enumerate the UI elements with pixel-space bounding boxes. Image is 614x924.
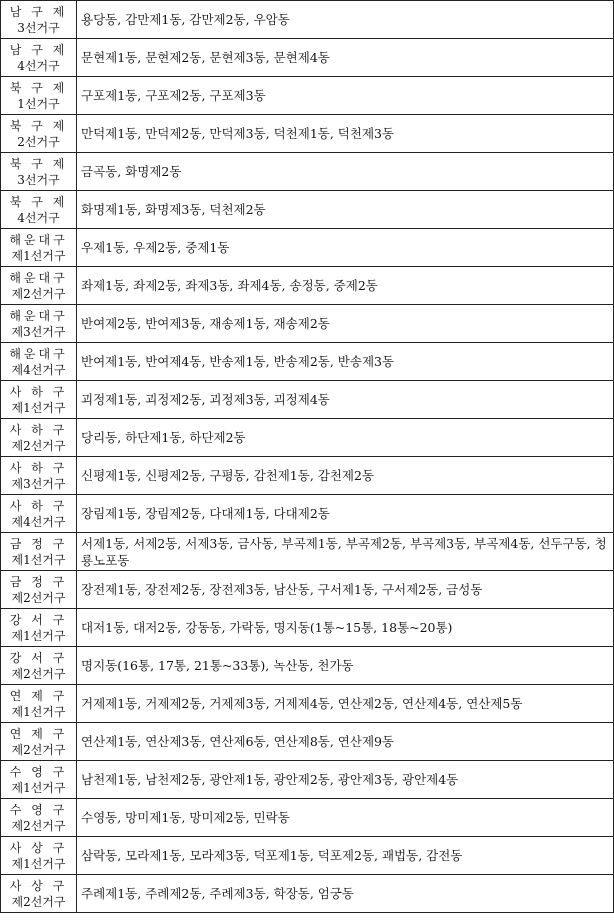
table-row	[1, 305, 614, 343]
table-row	[1, 267, 614, 305]
table-row	[1, 723, 614, 761]
constituency-label: 3선거구	[17, 172, 60, 187]
district-name: 수 영 구	[9, 764, 68, 779]
constituency-label: 제4선거구	[11, 514, 66, 529]
dong-list-cell: 주례제1동, 주례제2동, 주례제3동, 학장동, 엄궁동	[77, 875, 614, 913]
district-cell	[1, 381, 77, 419]
dong-list-cell: 당리동, 하단제1동, 하단제2동	[77, 419, 614, 457]
constituency-label: 제2선거구	[11, 818, 66, 833]
district-name: 해운대구	[9, 346, 68, 361]
district-cell	[1, 77, 77, 115]
dong-list-cell: 반여제1동, 반여제4동, 반송제1동, 반송제2동, 반송제3동	[77, 343, 614, 381]
constituency-label: 제1선거구	[11, 780, 66, 795]
district-name: 금 정 구	[9, 536, 68, 551]
district-cell	[1, 115, 77, 153]
district-name: 강 서 구	[9, 612, 68, 627]
district-cell	[1, 267, 77, 305]
table-row	[1, 77, 614, 115]
district-name: 해운대구	[9, 232, 68, 247]
constituency-label: 제3선거구	[11, 476, 66, 491]
constituency-label: 제3선거구	[11, 324, 66, 339]
dong-list-cell: 반여제2동, 반여제3동, 재송제1동, 재송제2동	[77, 305, 614, 343]
dong-list-cell: 수영동, 망미제1동, 망미제2동, 민락동	[77, 799, 614, 837]
table-body	[1, 1, 614, 913]
constituency-label: 제1선거구	[11, 400, 66, 415]
district-cell	[1, 571, 77, 609]
dong-list-cell: 문현제1동, 문현제2동, 문현제3동, 문현제4동	[77, 39, 614, 77]
table-row	[1, 685, 614, 723]
constituency-label: 제2선거구	[11, 286, 66, 301]
district-name: 북 구 제	[9, 118, 68, 133]
district-cell	[1, 343, 77, 381]
district-cell	[1, 1, 77, 39]
constituency-label: 제1선거구	[11, 704, 66, 719]
district-cell	[1, 533, 77, 571]
constituency-label: 4선거구	[17, 58, 60, 73]
constituency-label: 1선거구	[17, 96, 60, 111]
table-row	[1, 229, 614, 267]
table-row	[1, 495, 614, 533]
dong-list-cell: 좌제1동, 좌제2동, 좌제3동, 좌제4동, 송정동, 중제2동	[77, 267, 614, 305]
table-row	[1, 343, 614, 381]
district-name: 해운대구	[9, 270, 68, 285]
constituency-label: 제2선거구	[11, 590, 66, 605]
constituency-label: 제1선거구	[11, 628, 66, 643]
district-name: 연 제 구	[9, 726, 68, 741]
table-row	[1, 533, 614, 571]
district-cell	[1, 495, 77, 533]
dong-list-cell: 삼락동, 모라제1동, 모라제3동, 덕포제1동, 덕포제2동, 괘법동, 감전동	[77, 837, 614, 875]
constituency-label: 제2선거구	[11, 742, 66, 757]
constituency-label: 제1선거구	[11, 856, 66, 871]
district-name: 해운대구	[9, 308, 68, 323]
dong-list-cell: 장전제1동, 장전제2동, 장전제3동, 남산동, 구서제1동, 구서제2동, 금성동	[77, 571, 614, 609]
table-row	[1, 609, 614, 647]
district-cell	[1, 647, 77, 685]
district-name: 강 서 구	[9, 650, 68, 665]
table-row	[1, 647, 614, 685]
table-row	[1, 875, 614, 913]
table-row	[1, 153, 614, 191]
constituency-label: 2선거구	[17, 134, 60, 149]
district-name: 수 영 구	[9, 802, 68, 817]
table-row	[1, 191, 614, 229]
district-cell	[1, 761, 77, 799]
district-name: 사 상 구	[9, 840, 68, 855]
district-cell	[1, 609, 77, 647]
table-row	[1, 381, 614, 419]
dong-list-cell: 우제1동, 우제2동, 중제1동	[77, 229, 614, 267]
district-name: 사 상 구	[9, 878, 68, 893]
table-row	[1, 1, 614, 39]
district-name: 북 구 제	[9, 156, 68, 171]
dong-list-cell: 명지동(16통, 17통, 21통~33통), 녹산동, 천가동	[77, 647, 614, 685]
table-row	[1, 419, 614, 457]
constituency-label: 제4선거구	[11, 362, 66, 377]
dong-list-cell: 화명제1동, 화명제3동, 덕천제2동	[77, 191, 614, 229]
district-name: 사 하 구	[9, 498, 68, 513]
table-row	[1, 457, 614, 495]
dong-list-cell: 대저1동, 대저2동, 강동동, 가락동, 명지동(1통~15통, 18통~20통)	[77, 609, 614, 647]
district-name: 사 하 구	[9, 460, 68, 475]
dong-list-cell: 장림제1동, 장림제2동, 다대제1동, 다대제2동	[77, 495, 614, 533]
dong-list-cell: 금곡동, 화명제2동	[77, 153, 614, 191]
district-name: 사 하 구	[9, 384, 68, 399]
district-cell	[1, 419, 77, 457]
table-row	[1, 837, 614, 875]
table-row	[1, 799, 614, 837]
constituency-label: 제1선거구	[11, 248, 66, 263]
dong-list-cell: 괴정제1동, 괴정제2동, 괴정제3동, 괴정제4동	[77, 381, 614, 419]
dong-list-cell: 남천제1동, 남천제2동, 광안제1동, 광안제2동, 광안제3동, 광안제4동	[77, 761, 614, 799]
district-cell	[1, 875, 77, 913]
district-name: 남 구 제	[9, 4, 68, 19]
dong-list-cell: 만덕제1동, 만덕제2동, 만덕제3동, 덕천제1동, 덕천제3동	[77, 115, 614, 153]
district-cell	[1, 229, 77, 267]
district-cell	[1, 723, 77, 761]
dong-list-cell: 용당동, 감만제1동, 감만제2동, 우암동	[77, 1, 614, 39]
constituency-label: 제2선거구	[11, 666, 66, 681]
dong-list-cell: 구포제1동, 구포제2동, 구포제3동	[77, 77, 614, 115]
constituency-label: 3선거구	[17, 20, 60, 35]
district-cell	[1, 153, 77, 191]
district-name: 북 구 제	[9, 194, 68, 209]
constituency-label: 제1선거구	[11, 552, 66, 567]
district-name: 연 제 구	[9, 688, 68, 703]
district-cell	[1, 837, 77, 875]
table-row	[1, 761, 614, 799]
district-name: 남 구 제	[9, 42, 68, 57]
dong-list-cell: 거제제1동, 거제제2동, 거제제3동, 거제제4동, 연산제2동, 연산제4동, 연산제5동	[77, 685, 614, 723]
district-cell	[1, 39, 77, 77]
district-cell	[1, 191, 77, 229]
district-cell	[1, 457, 77, 495]
dong-list-cell: 연산제1동, 연산제3동, 연산제6동, 연산제8동, 연산제9동	[77, 723, 614, 761]
table-row	[1, 571, 614, 609]
constituency-label: 제2선거구	[11, 438, 66, 453]
table-row	[1, 115, 614, 153]
district-cell	[1, 685, 77, 723]
dong-list-cell: 신평제1동, 신평제2동, 구평동, 감천제1동, 감천제2동	[77, 457, 614, 495]
district-name: 북 구 제	[9, 80, 68, 95]
district-cell	[1, 799, 77, 837]
district-name: 사 하 구	[9, 422, 68, 437]
constituency-label: 제2선거구	[11, 894, 66, 909]
district-name: 금 정 구	[9, 574, 68, 589]
table-row	[1, 39, 614, 77]
constituency-label: 4선거구	[17, 210, 60, 225]
district-cell	[1, 305, 77, 343]
dong-list-cell: 서제1동, 서제2동, 서제3동, 금사동, 부곡제1동, 부곡제2동, 부곡제3동, 부곡제4동, 선두구동, 청룡노포동	[77, 533, 614, 571]
